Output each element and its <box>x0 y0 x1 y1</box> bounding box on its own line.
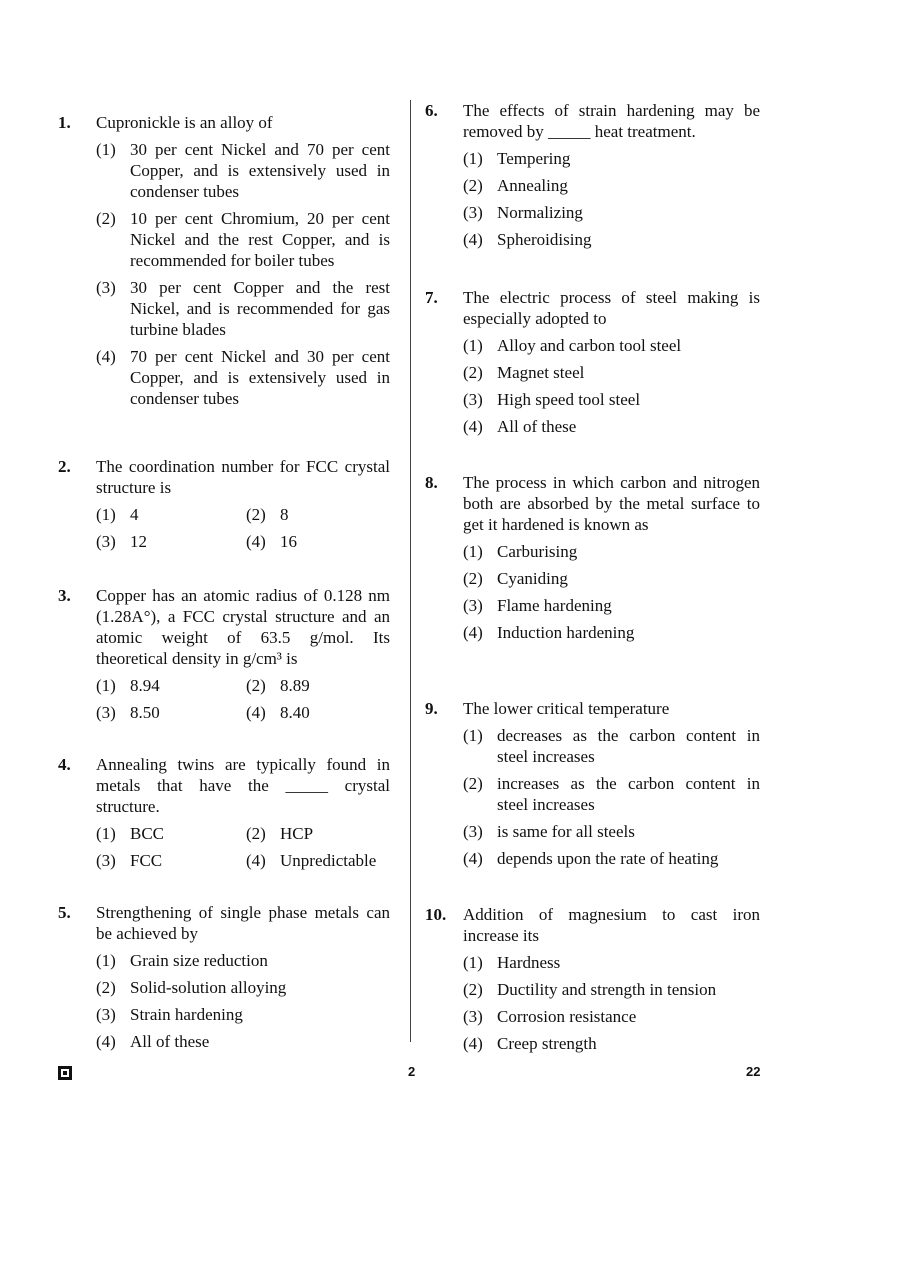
answer-option <box>463 175 760 196</box>
question-text: The process in which carbon and nitrogen both are absorbed by the metal surface to get it hardened is known as <box>463 473 760 534</box>
option-text: Hardness <box>497 953 561 972</box>
option-text: 8.40 <box>280 703 310 722</box>
option-number: (2) <box>96 209 116 228</box>
question-text: Strengthening of single phase metals can be achieved by <box>96 903 390 943</box>
option-text: BCC <box>130 824 165 843</box>
option-text: 70 per cent Nickel and 30 per cent Copper, and is extensively used in condenser tubes <box>130 347 390 408</box>
option-text: increases as the carbon content in steel increases <box>497 774 760 814</box>
option-text: High speed tool steel <box>497 390 641 409</box>
option-number: (4) <box>463 417 483 436</box>
question-number: 9. <box>425 699 438 718</box>
answer-option <box>463 541 760 562</box>
option-text: Normalizing <box>497 203 583 222</box>
answer-option <box>463 335 760 356</box>
question-block <box>48 112 390 415</box>
option-number: (1) <box>96 676 116 695</box>
answer-option <box>96 139 390 202</box>
answer-option <box>463 202 760 223</box>
options <box>96 139 390 409</box>
answer-option <box>463 389 760 410</box>
answer-option <box>96 1031 390 1052</box>
option-number: (4) <box>463 1034 483 1053</box>
question-block <box>415 698 760 875</box>
option-number: (3) <box>463 1007 483 1026</box>
options <box>463 952 760 1054</box>
answer-option <box>96 823 246 844</box>
answer-option <box>96 950 390 971</box>
option-number: (4) <box>463 230 483 249</box>
option-number: (1) <box>96 140 116 159</box>
option-number: (2) <box>463 569 483 588</box>
options <box>96 675 390 723</box>
answer-option <box>463 725 760 767</box>
option-number: (3) <box>96 278 116 297</box>
option-number: (1) <box>463 336 483 355</box>
answer-option <box>246 531 396 552</box>
option-text: Alloy and carbon tool steel <box>497 336 682 355</box>
option-text: Creep strength <box>497 1034 597 1053</box>
options <box>463 725 760 869</box>
options <box>96 950 390 1052</box>
option-text: Magnet steel <box>497 363 585 382</box>
option-number: (4) <box>463 849 483 868</box>
option-text: Spheroidising <box>497 230 592 249</box>
answer-option <box>463 229 760 250</box>
answer-option <box>463 848 760 869</box>
option-number: (2) <box>463 363 483 382</box>
question-number: 3. <box>58 586 71 605</box>
option-number: (2) <box>463 774 483 793</box>
option-text: 12 <box>130 532 147 551</box>
option-number: (1) <box>96 951 116 970</box>
question-text: The electric process of steel making is especially adopted to <box>463 288 760 328</box>
question-block <box>48 754 390 871</box>
question-block <box>48 585 390 723</box>
question-text: The effects of strain hardening may be removed by _____ heat treatment. <box>463 101 760 141</box>
option-text: 8 <box>280 505 289 524</box>
option-text: Cyaniding <box>497 569 568 588</box>
answer-option <box>96 208 390 271</box>
option-text: Ductility and strength in tension <box>497 980 717 999</box>
option-number: (3) <box>463 822 483 841</box>
answer-option <box>463 1033 760 1054</box>
answer-option <box>463 595 760 616</box>
answer-option <box>463 362 760 383</box>
column-divider <box>410 100 411 1042</box>
option-text: Strain hardening <box>130 1005 243 1024</box>
option-text: Corrosion resistance <box>497 1007 637 1026</box>
question-block <box>48 902 390 1058</box>
option-number: (3) <box>96 1005 116 1024</box>
option-text: FCC <box>130 851 163 870</box>
options <box>463 148 760 250</box>
option-text: 8.94 <box>130 676 160 695</box>
question-block <box>415 287 760 443</box>
booklet-code: 22 <box>746 1064 761 1079</box>
answer-option <box>463 568 760 589</box>
answer-option <box>96 504 246 525</box>
answer-option <box>96 850 246 871</box>
answer-option <box>96 675 246 696</box>
question-number: 10. <box>425 905 447 924</box>
question-text: Cupronickle is an alloy of <box>96 113 273 132</box>
option-number: (3) <box>96 851 116 870</box>
option-number: (4) <box>246 703 266 722</box>
option-number: (1) <box>463 149 483 168</box>
option-number: (1) <box>96 505 116 524</box>
answer-option <box>463 821 760 842</box>
answer-option <box>96 346 390 409</box>
square-mark-icon <box>58 1066 72 1080</box>
option-text: 30 per cent Copper and the rest Nickel, and is recommended for gas turbine blades <box>130 278 390 339</box>
option-number: (2) <box>246 505 266 524</box>
answer-option <box>463 622 760 643</box>
option-text: decreases as the carbon content in steel increases <box>497 726 760 766</box>
options <box>96 823 390 871</box>
answer-option <box>463 1006 760 1027</box>
answer-option <box>246 504 396 525</box>
option-number: (2) <box>463 176 483 195</box>
option-number: (4) <box>246 532 266 551</box>
question-block <box>415 472 760 649</box>
question-number: 6. <box>425 101 438 120</box>
answer-option <box>96 702 246 723</box>
option-text: All of these <box>130 1032 210 1051</box>
option-number: (3) <box>96 532 116 551</box>
option-text: depends upon the rate of heating <box>497 849 719 868</box>
answer-option <box>96 531 246 552</box>
options <box>463 541 760 643</box>
option-number: (2) <box>246 676 266 695</box>
answer-option <box>246 850 396 871</box>
option-number: (3) <box>463 596 483 615</box>
option-number: (2) <box>463 980 483 999</box>
option-text: 4 <box>130 505 139 524</box>
answer-option <box>246 823 396 844</box>
option-number: (3) <box>96 703 116 722</box>
question-text: The coordination number for FCC crystal structure is <box>96 457 390 497</box>
option-number: (1) <box>463 542 483 561</box>
options <box>463 335 760 437</box>
answer-option <box>246 675 396 696</box>
question-number: 1. <box>58 113 71 132</box>
option-text: Grain size reduction <box>130 951 268 970</box>
question-text: Annealing twins are typically found in metals that have the _____ crystal structure. <box>96 755 390 816</box>
question-block <box>415 904 760 1060</box>
question-number: 8. <box>425 473 438 492</box>
option-text: 8.89 <box>280 676 310 695</box>
question-number: 4. <box>58 755 71 774</box>
option-text: 16 <box>280 532 297 551</box>
question-number: 2. <box>58 457 71 476</box>
option-number: (4) <box>96 347 116 366</box>
option-text: Solid-solution alloying <box>130 978 287 997</box>
option-text: All of these <box>497 417 577 436</box>
question-number: 5. <box>58 903 71 922</box>
option-text: is same for all steels <box>497 822 635 841</box>
answer-option <box>463 979 760 1000</box>
answer-option <box>96 277 390 340</box>
option-text: Annealing <box>497 176 568 195</box>
option-number: (3) <box>463 203 483 222</box>
option-number: (1) <box>463 726 483 745</box>
question-text: The lower critical temperature <box>463 699 670 718</box>
options <box>96 504 390 552</box>
option-number: (2) <box>96 978 116 997</box>
option-text: Carburising <box>497 542 578 561</box>
option-text: Flame hardening <box>497 596 612 615</box>
option-number: (4) <box>246 851 266 870</box>
page-number: 2 <box>408 1064 416 1079</box>
answer-option <box>96 1004 390 1025</box>
option-number: (4) <box>96 1032 116 1051</box>
question-number: 7. <box>425 288 438 307</box>
option-text: Unpredictable <box>280 851 377 870</box>
option-text: 10 per cent Chromium, 20 per cent Nickel and the rest Copper, and is recommended for boiler tubes <box>130 209 390 270</box>
option-text: Tempering <box>497 149 571 168</box>
question-block <box>415 100 760 256</box>
answer-option <box>463 416 760 437</box>
option-text: 30 per cent Nickel and 70 per cent Copper, and is extensively used in condenser tubes <box>130 140 390 201</box>
question-text: Copper has an atomic radius of 0.128 nm (1.28A°), a FCC crystal structure and an atomic weight of 63.5 g/mol. Its theoretical density in g/cm³ is <box>96 586 390 668</box>
answer-option <box>463 952 760 973</box>
option-number: (4) <box>463 623 483 642</box>
option-number: (1) <box>96 824 116 843</box>
answer-option <box>96 977 390 998</box>
question-text: Addition of magnesium to cast iron increase its <box>463 905 760 945</box>
answer-option <box>463 148 760 169</box>
question-block <box>48 456 390 552</box>
option-number: (3) <box>463 390 483 409</box>
option-text: 8.50 <box>130 703 160 722</box>
option-text: Induction hardening <box>497 623 635 642</box>
option-number: (2) <box>246 824 266 843</box>
answer-option <box>463 773 760 815</box>
option-number: (1) <box>463 953 483 972</box>
answer-option <box>246 702 396 723</box>
option-text: HCP <box>280 824 314 843</box>
